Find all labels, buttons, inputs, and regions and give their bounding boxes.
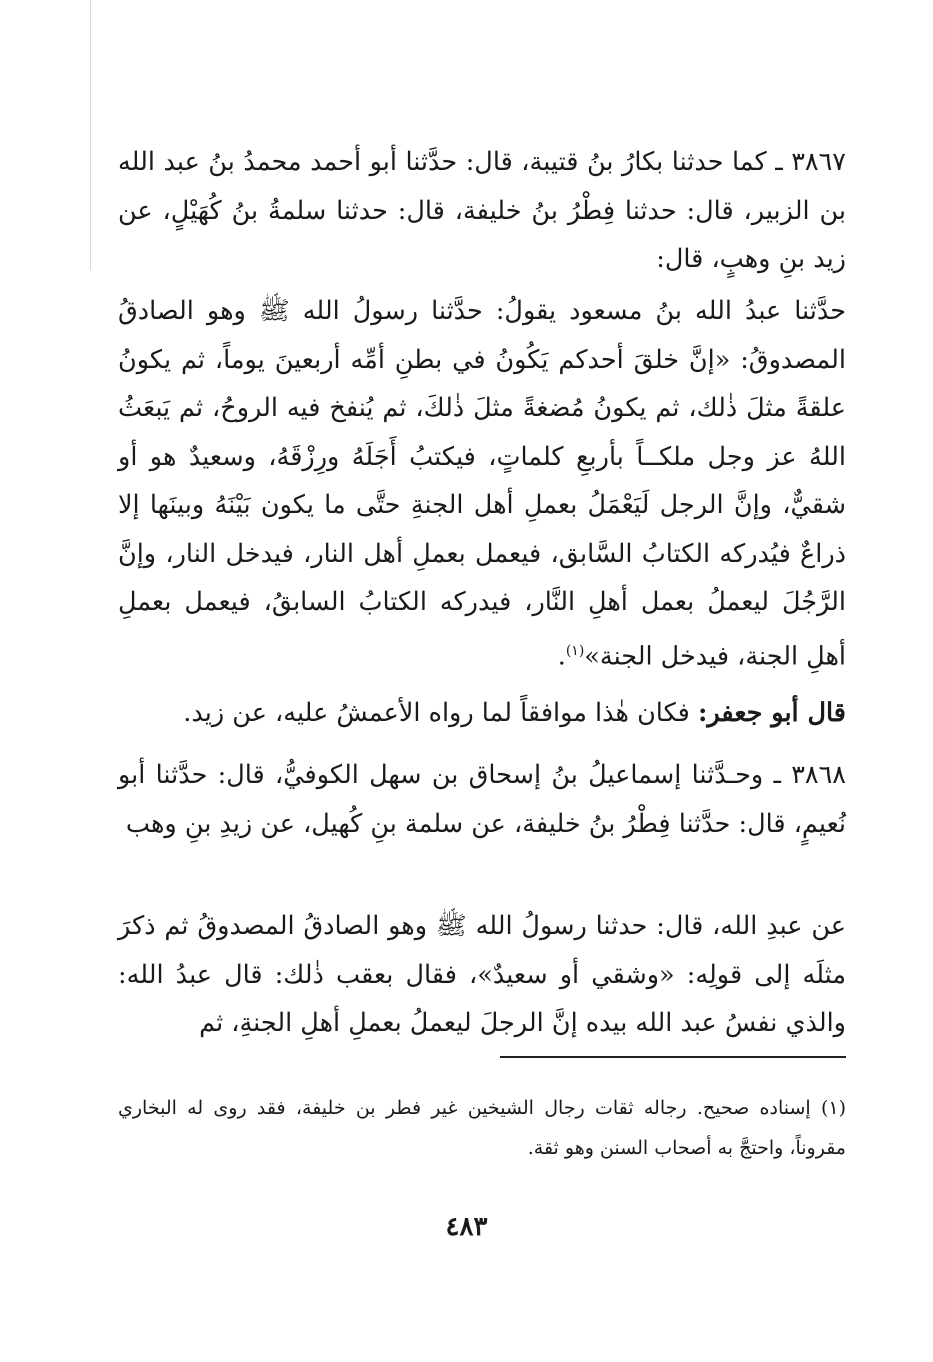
matn-end-period: . <box>557 641 566 671</box>
abu-jafar-comment <box>118 689 846 738</box>
hadith-3868-isnad-text: ٣٨٦٨ ـ وحـدَّثنا إسماعيلُ بنُ إسحاق بن سهل الكوفيُّ، قال: حدَّثنا أبو نُعيمٍ، قال: حدَّثنا فِطْرُ بنُ خليفة، عن سلمة بنِ كُهيل، عن زيدِ بنِ وهب <box>118 760 846 839</box>
footnote-separator <box>500 1056 846 1058</box>
hadith-3868-isnad <box>118 751 846 848</box>
hadith-3868-matn <box>118 902 846 1048</box>
abu-jafar-label: قال أبو جعفر: <box>697 698 846 728</box>
page-number: ٤٨٣ <box>445 1212 488 1242</box>
hadith-3867-isnad <box>118 138 846 284</box>
abu-jafar-text: فكان هٰذا موافقاً لما رواه الأعمشُ عليه، عن زيد. <box>183 698 698 728</box>
hadith-3867-matn <box>118 287 846 681</box>
hadith-3868-matn-text: عن عبدِ الله، قال: حدثنا رسولُ الله ﷺ وهو الصادقُ المصدوقُ ثم ذكرَ مثلَه إلى قولِه: «وشقي أو سعيدٌ»، فقال بعقب ذٰلك: قال عبدُ الله: والذي نفسُ عبد الله بيده إنَّ الرجلَ ليعملُ بعملِ أهلِ الجنةِ، ثم <box>118 911 846 1038</box>
footnote-marker: (١) <box>565 642 585 659</box>
footnote <box>118 1088 846 1168</box>
hadith-3867-isnad-text: ٣٨٦٧ ـ كما حدثنا بكارُ بنُ قتيبة، قال: حدَّثنا أبو أحمد محمدُ بنُ عبد الله بن الزبير، قال: حدثنا فِطْرُ بنُ خليفة، قال: حدثنا سلمةُ بنُ كُهَيْلٍ، عن زيد بنِ وهبٍ، قال: <box>118 147 846 274</box>
margin-line <box>90 0 91 270</box>
footnote-text: (١) إسناده صحيح. رجاله ثقات رجال الشيخين غير فطر بن خليفة، فقد روى له البخاري مقروناً، واحتجَّ به أصحاب السنن وهو ثقة. <box>118 1097 846 1159</box>
hadith-3867-matn-text: حدَّثنا عبدُ الله بنُ مسعود يقولُ: حدَّثنا رسولُ الله ﷺ وهو الصادقُ المصدوقُ: «إنَّ خلقَ أحدكم يَكُونُ في بطنِ أمِّه أربعينَ يوماً، ثم يكونُ علقةً مثلَ ذٰلك، ثم يكونُ مُضغةً مثلَ ذٰلكَ، ثم يُنفخ فيه الروحُ، ثم يَبعَثُ اللهُ عز وجل ملكــاً بأربعِ كلماتٍ، فيكتبُ أَجَلَهُ ورِزْقَهُ، وسعيدٌ هو أو شقيٌّ، وإنَّ الرجل لَيَعْمَلُ بعملِ أهل الجنةِ حتَّى ما يكون بَيْنَهُ وبينَها إلا ذراعٌ فيُدركه الكتابُ السَّابق، فيعمل بعملِ أهل النار، فيدخل النار، وإنَّ الرَّجُلَ ليعملُ بعمل أهلِ النَّار، فيدركه الكتابُ السابقُ، فيعمل بعملِ أهلِ الجنة، فيدخل الجنة» <box>118 296 846 671</box>
